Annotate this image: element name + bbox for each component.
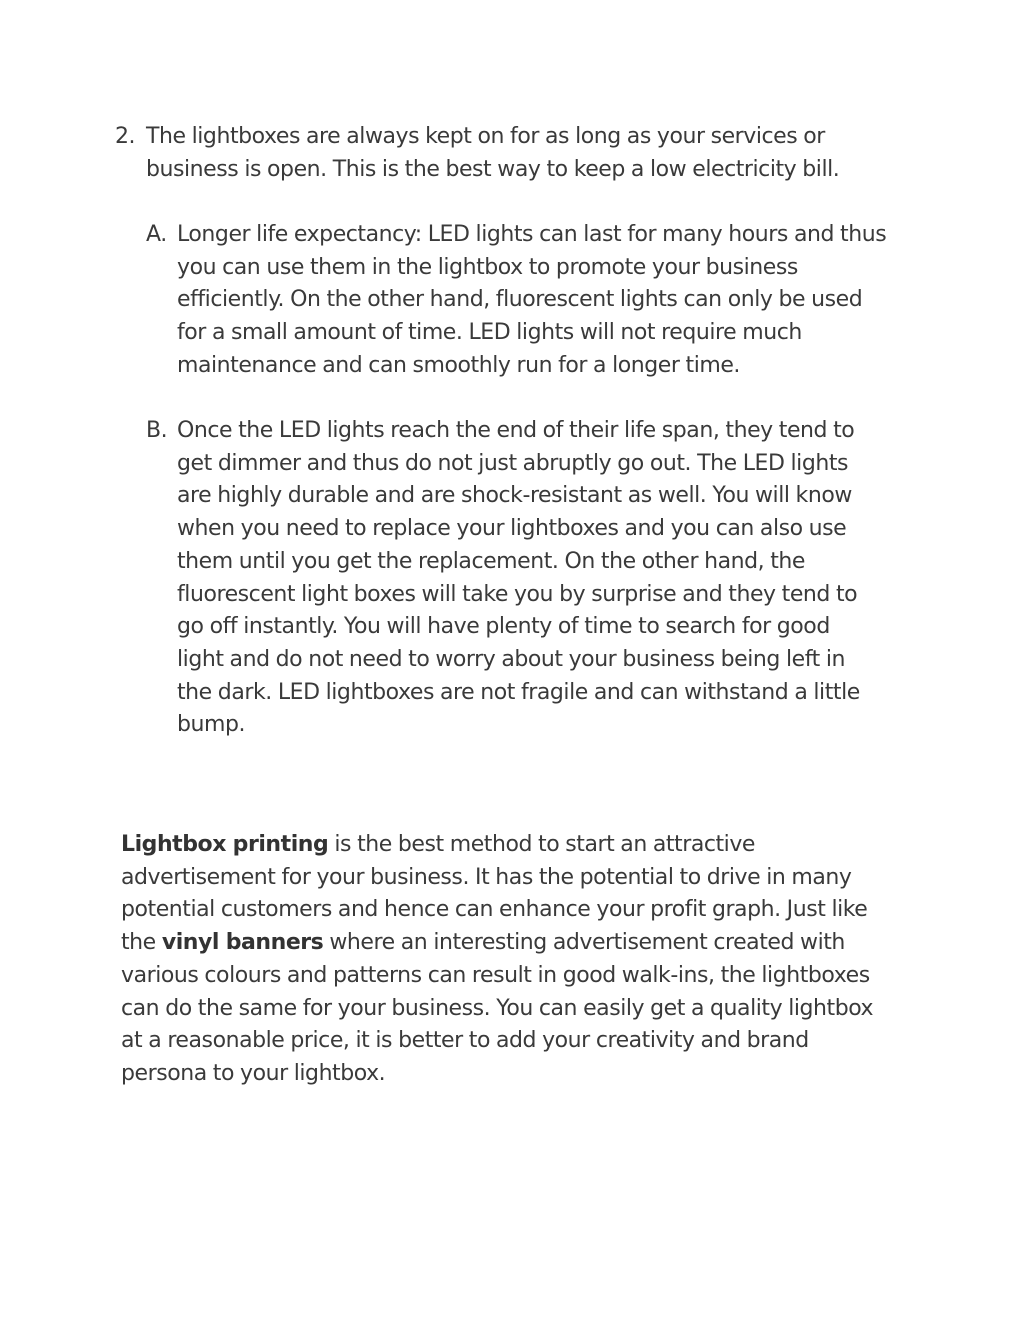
text-line: them until you get the replacement. On the other hand, the [177,548,805,574]
text-line: get dimmer and thus do not just abruptly go out. The LED lights [177,450,849,476]
text-fragment: is the best method to start an attractive [328,832,755,857]
text-line: The lightboxes are always kept on for as long as your services or [146,124,825,149]
text-line: advertisement for your business. It has the potential to drive in many [121,864,852,890]
text-line: Longer life expectancy: LED lights can last for many hours and thus [177,222,887,247]
text-line: bump. [177,712,246,738]
text-fragment: where an interesting advertisement created with [323,930,845,956]
text-line: are highly durable and are shock-resistant as well. You will know [177,483,852,509]
text-fragment: the [121,930,162,956]
text-line: you can use them in the lightbox to promote your business [177,254,798,280]
lettered-list-item-b [146,415,860,742]
text-line: potential customers and hence can enhance your profit graph. Just like [121,897,868,923]
bold-vinyl-banners: vinyl banners [161,930,324,956]
numbered-list-item-2 [115,121,840,186]
text-line: light and do not need to worry about your business being left in [177,646,845,672]
text-line: fluorescent light boxes will take you by surprise and they tend to [177,581,858,607]
list-marker: B. [146,418,168,443]
list-marker: A. [146,222,167,247]
bold-lightbox-printing: Lightbox printing [121,832,329,857]
text-line: when you need to replace your lightboxes and you can also use [177,516,847,542]
text-line: the dark. LED lightboxes are not fragile and can withstand a little [177,679,860,705]
text-line: at a reasonable price, it is better to add your creativity and brand [121,1028,809,1054]
text-line [121,927,873,960]
text-line: can do the same for your business. You can easily get a quality lightbox [121,995,874,1021]
text-line: Once the LED lights reach the end of their life span, they tend to [177,418,855,443]
lettered-list-item-a [146,219,887,383]
list-marker: 2. [115,124,136,149]
text-line: business is open. This is the best way to keep a low electricity bill. [146,156,840,182]
text-line: go off instantly. You will have plenty of time to search for good [177,614,830,640]
text-line: maintenance and can smoothly run for a longer time. [177,352,740,378]
text-line [121,829,873,862]
text-line: for a small amount of time. LED lights will not require much [177,320,802,346]
closing-paragraph [121,829,873,1091]
text-line: efficiently. On the other hand, fluorescent lights can only be used [177,287,863,313]
text-line: persona to your lightbox. [121,1060,386,1086]
text-line: various colours and patterns can result in good walk-ins, the lightboxes [121,962,870,988]
